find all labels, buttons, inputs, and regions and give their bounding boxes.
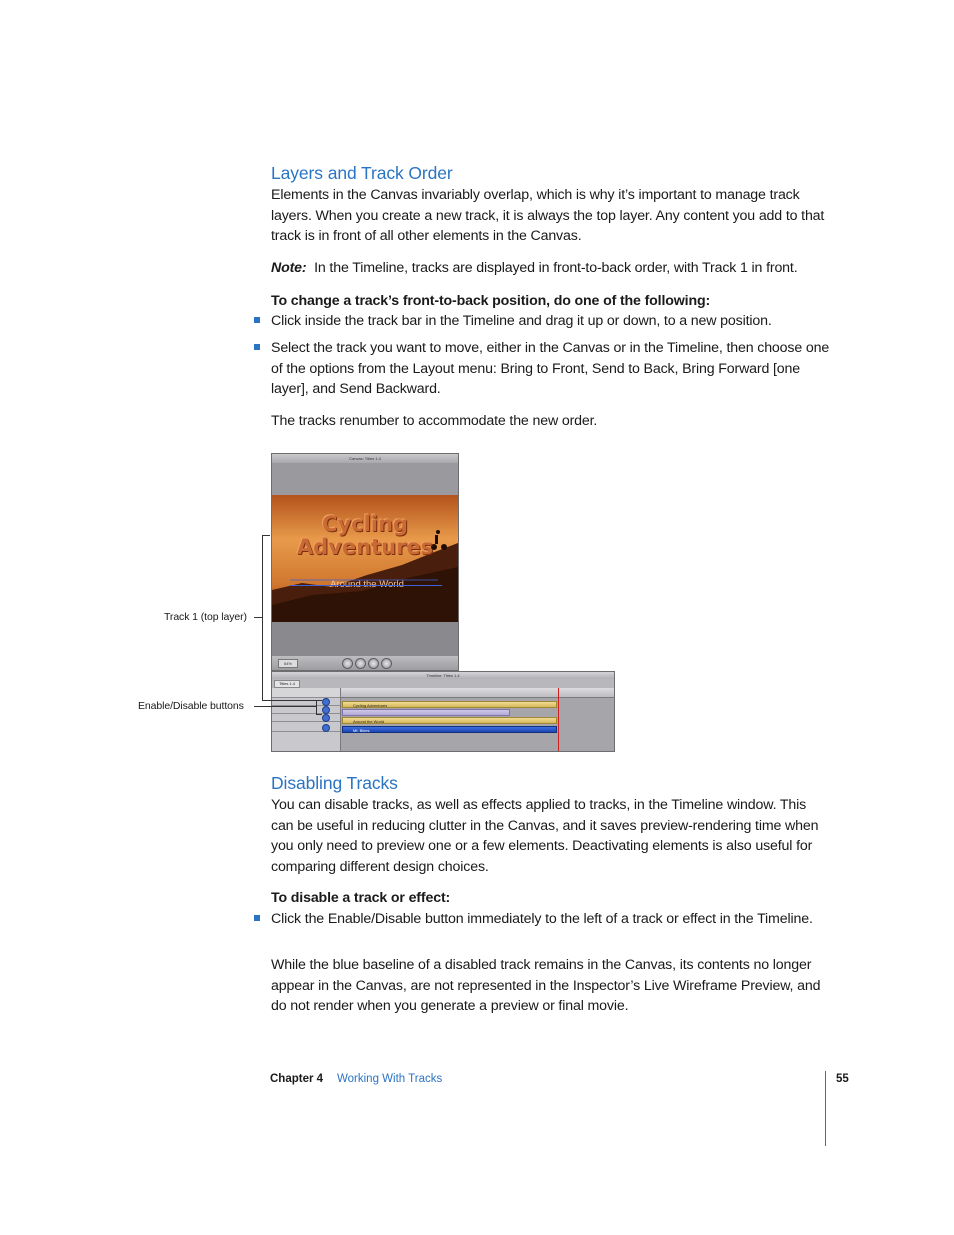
bullet-item: [271, 311, 831, 332]
bullet-text: Click inside the track bar in the Timeline and drag it up or down, to a new position.: [271, 313, 772, 329]
timeline-ruler[interactable]: [341, 688, 614, 698]
section-heading-disabling: Disabling Tracks: [271, 773, 398, 793]
track-clip-effect[interactable]: [342, 709, 510, 716]
task-heading-disable: To disable a track or effect:: [271, 890, 451, 906]
enable-disable-button[interactable]: [322, 724, 330, 732]
play-forward-button[interactable]: [368, 658, 379, 669]
timeline-tracks-area: [341, 688, 614, 751]
section-heading-layers: Layers and Track Order: [271, 163, 453, 183]
track-clip-subtitle[interactable]: Around the World: [342, 717, 557, 724]
canvas-window-title: Canvas: Titles 1.4: [272, 454, 458, 463]
note-text: In the Timeline, tracks are displayed in front-to-back order, with Track 1 in front.: [314, 260, 798, 276]
page-number: 55: [836, 1073, 849, 1085]
callout-track1: Track 1 (top layer): [164, 611, 247, 623]
loop-button[interactable]: [381, 658, 392, 669]
callout-enable-disable: Enable/Disable buttons: [138, 700, 244, 712]
track-clip-title[interactable]: Cycling Adventures: [342, 701, 557, 708]
bullet-text: Click the Enable/Disable button immediately to the left of a track or effect in the Timeline.: [271, 911, 813, 927]
timeline-tab[interactable]: Titles 1.4: [274, 680, 300, 688]
zoom-popup[interactable]: 64%: [278, 659, 298, 668]
note-label: Note:: [271, 260, 307, 276]
paragraph-result: The tracks renumber to accommodate the new order.: [271, 413, 598, 429]
track-clip-background[interactable]: Mt. Bikes: [342, 726, 557, 733]
canvas-transport-bar: [272, 656, 458, 670]
rewind-button[interactable]: [342, 658, 353, 669]
timeline-header-row: [272, 688, 340, 698]
footer-chapter-title: Working With Tracks: [337, 1073, 443, 1085]
paragraph-intro: Elements in the Canvas invariably overlap, which is why it’s important to manage track layers. When you create a new track, it is always the top layer. Any content you add to that track is in front of all other elements in the Canvas.: [271, 187, 825, 244]
enable-disable-button[interactable]: [322, 706, 330, 714]
footer-divider: [825, 1071, 826, 1146]
note-paragraph: [271, 258, 831, 279]
track-row: [272, 706, 340, 714]
track-row: [272, 714, 340, 722]
play-button[interactable]: [355, 658, 366, 669]
callout-line: [254, 706, 316, 707]
bullet-square-icon: [254, 344, 260, 350]
timeline-playhead[interactable]: [558, 688, 559, 751]
canvas-preview-image: [272, 495, 458, 622]
canvas-window: [271, 453, 459, 671]
bullet-text: Select the track you want to move, either in the Canvas or in the Timeline, then choose one of the options from the Layout menu: Bring to Front, Send to Back, Bring Forward [one layer], and Send Backward.: [271, 340, 830, 397]
timeline-track-list: [272, 688, 341, 751]
canvas-title-text: Cycling Adventures: [296, 512, 434, 559]
timeline-window-title: Timeline: Titles 1.4: [272, 672, 614, 679]
enable-disable-button[interactable]: [322, 698, 330, 706]
paragraph-disabling-intro: You can disable tracks, as well as effects applied to tracks, in the Timeline window. This can be useful in reducing clutter in the Canvas, and it saves preview-rendering time when you only need to preview one or a few elements. Deactivating elements is also useful for comparing different design choices.: [271, 797, 819, 875]
footer-chapter: Chapter 4: [270, 1073, 324, 1085]
enable-disable-button[interactable]: [322, 714, 330, 722]
bullet-item: [271, 338, 831, 400]
track-row: [272, 724, 340, 732]
track-baseline: [290, 585, 442, 586]
bullet-square-icon: [254, 915, 260, 921]
task-heading-change-order: To change a track’s front-to-back position, do one of the following:: [271, 293, 711, 309]
figure-canvas-timeline: [271, 453, 615, 752]
bullet-item: [271, 909, 831, 930]
timeline-window: [271, 671, 615, 752]
paragraph-disabling-followup: While the blue baseline of a disabled track remains in the Canvas, its contents no longer appear in the Canvas, are not represented in the Inspector’s Live Wireframe Preview, and do not render when you generate a preview or final movie.: [271, 957, 821, 1014]
bullet-square-icon: [254, 317, 260, 323]
callout-bracket: [262, 535, 263, 700]
